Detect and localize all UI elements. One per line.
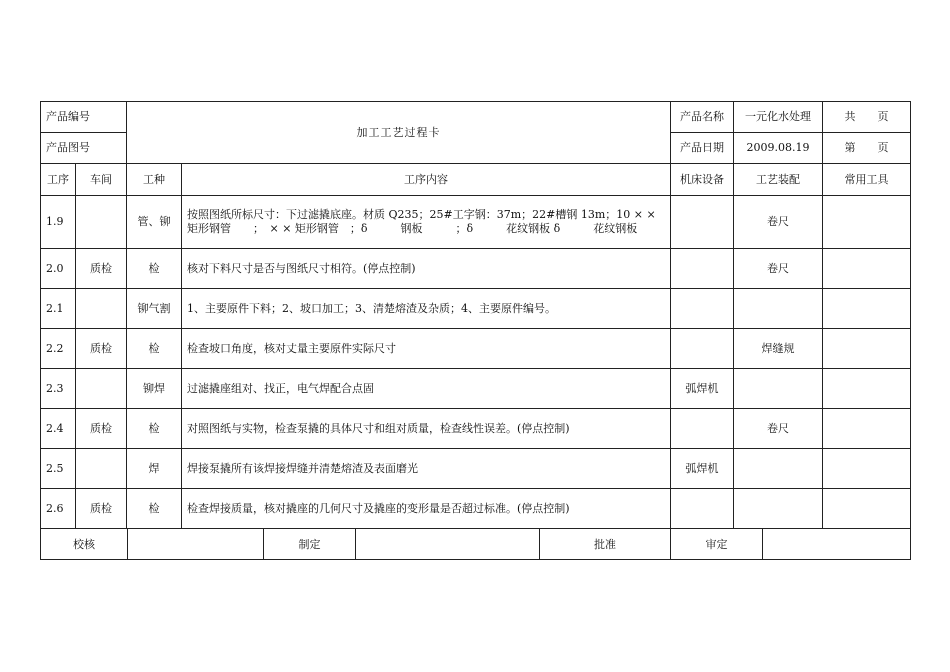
row-workshop [76, 196, 127, 249]
table-row [41, 449, 911, 489]
row-step: 1.9 [41, 196, 76, 249]
card-title: 加工工艺过程卡 [127, 102, 671, 164]
table-row [41, 489, 911, 529]
row-fixture [734, 449, 823, 489]
row-work-type: 铆焊 [127, 369, 182, 409]
col-step: 工序 [41, 164, 76, 196]
row-step: 2.3 [41, 369, 76, 409]
audit-label: 审定 [671, 529, 763, 560]
row-workshop: 质检 [76, 489, 127, 529]
row-content: 1、主要原件下料；2、坡口加工；3、清楚熔渣及杂质；4、主要原件编号。 [182, 289, 671, 329]
row-fixture: 卷尺 [734, 409, 823, 449]
row-content: 核对下料尺寸是否与图纸尺寸相符。(停点控制) [182, 249, 671, 289]
product-name-value: 一元化水处理 [734, 102, 823, 133]
row-tools [823, 369, 911, 409]
row-machine [671, 289, 734, 329]
row-workshop [76, 289, 127, 329]
process-table [40, 101, 911, 529]
row-machine: 弧焊机 [671, 449, 734, 489]
row-content: 按照图纸所标尺寸：下过滤撬底座。材质 Q235；25#工字钢：37m；22#槽钢 13m；10 × × 矩形钢管 ； × × 矩形钢管 ；δ 钢板 ；δ 花纹钢板 δ 花纹钢板 [182, 196, 671, 249]
row-work-type: 焊 [127, 449, 182, 489]
table-row [41, 289, 911, 329]
audit-value [763, 529, 911, 560]
col-machine: 机床设备 [671, 164, 734, 196]
row-tools [823, 409, 911, 449]
row-fixture: 卷尺 [734, 249, 823, 289]
row-fixture [734, 369, 823, 409]
total-pages-label: 共 页 [823, 102, 911, 133]
row-content: 过滤撬座组对、找正，电气焊配合点固 [182, 369, 671, 409]
row-machine [671, 249, 734, 289]
row-step: 2.0 [41, 249, 76, 289]
product-name-label: 产品名称 [671, 102, 734, 133]
row-step: 2.6 [41, 489, 76, 529]
col-fixture: 工艺装配 [734, 164, 823, 196]
row-content: 检查焊接质量，核对撬座的几何尺寸及撬座的变形量是否超过标准。(停点控制) [182, 489, 671, 529]
row-workshop: 质检 [76, 249, 127, 289]
table-row [41, 196, 911, 249]
col-work-type: 工种 [127, 164, 182, 196]
product-no-label: 产品编号 [41, 102, 127, 133]
row-workshop: 质检 [76, 329, 127, 369]
row-work-type: 管、铆 [127, 196, 182, 249]
row-content: 焊接泵撬所有该焊接焊缝并清楚熔渣及表面磨光 [182, 449, 671, 489]
table-row [41, 369, 911, 409]
row-content: 对照图纸与实物，检查泵撬的具体尺寸和组对质量，检查线性误差。(停点控制) [182, 409, 671, 449]
signature-row [40, 529, 911, 560]
row-workshop [76, 449, 127, 489]
row-content: 检查坡口角度，核对丈量主要原件实际尺寸 [182, 329, 671, 369]
row-work-type: 铆气割 [127, 289, 182, 329]
product-date-label: 产品日期 [671, 133, 734, 164]
row-machine [671, 409, 734, 449]
row-machine [671, 329, 734, 369]
col-content: 工序内容 [182, 164, 671, 196]
row-step: 2.2 [41, 329, 76, 369]
row-step: 2.4 [41, 409, 76, 449]
row-work-type: 检 [127, 489, 182, 529]
table-row [41, 249, 911, 289]
row-workshop: 质检 [76, 409, 127, 449]
row-machine [671, 489, 734, 529]
row-tools [823, 489, 911, 529]
row-tools [823, 196, 911, 249]
row-machine [671, 196, 734, 249]
product-date-value: 2009.08.19 [734, 133, 823, 164]
row-machine: 弧焊机 [671, 369, 734, 409]
row-workshop [76, 369, 127, 409]
row-fixture: 卷尺 [734, 196, 823, 249]
row-work-type: 检 [127, 329, 182, 369]
table-row [41, 409, 911, 449]
prepare-label: 制定 [264, 529, 356, 560]
row-tools [823, 289, 911, 329]
row-fixture [734, 289, 823, 329]
row-tools [823, 449, 911, 489]
process-card [40, 101, 910, 576]
row-work-type: 检 [127, 249, 182, 289]
approve-label: 批准 [540, 529, 671, 560]
prepare-value [356, 529, 540, 560]
row-fixture: 焊缝规 [734, 329, 823, 369]
check-value [128, 529, 264, 560]
col-tools: 常用工具 [823, 164, 911, 196]
check-label: 校核 [41, 529, 128, 560]
row-tools [823, 249, 911, 289]
table-row [41, 329, 911, 369]
row-work-type: 检 [127, 409, 182, 449]
row-step: 2.1 [41, 289, 76, 329]
col-workshop: 车间 [76, 164, 127, 196]
row-tools [823, 329, 911, 369]
product-drawing-label: 产品图号 [41, 133, 127, 164]
row-step: 2.5 [41, 449, 76, 489]
page-label: 第 页 [823, 133, 911, 164]
row-fixture [734, 489, 823, 529]
